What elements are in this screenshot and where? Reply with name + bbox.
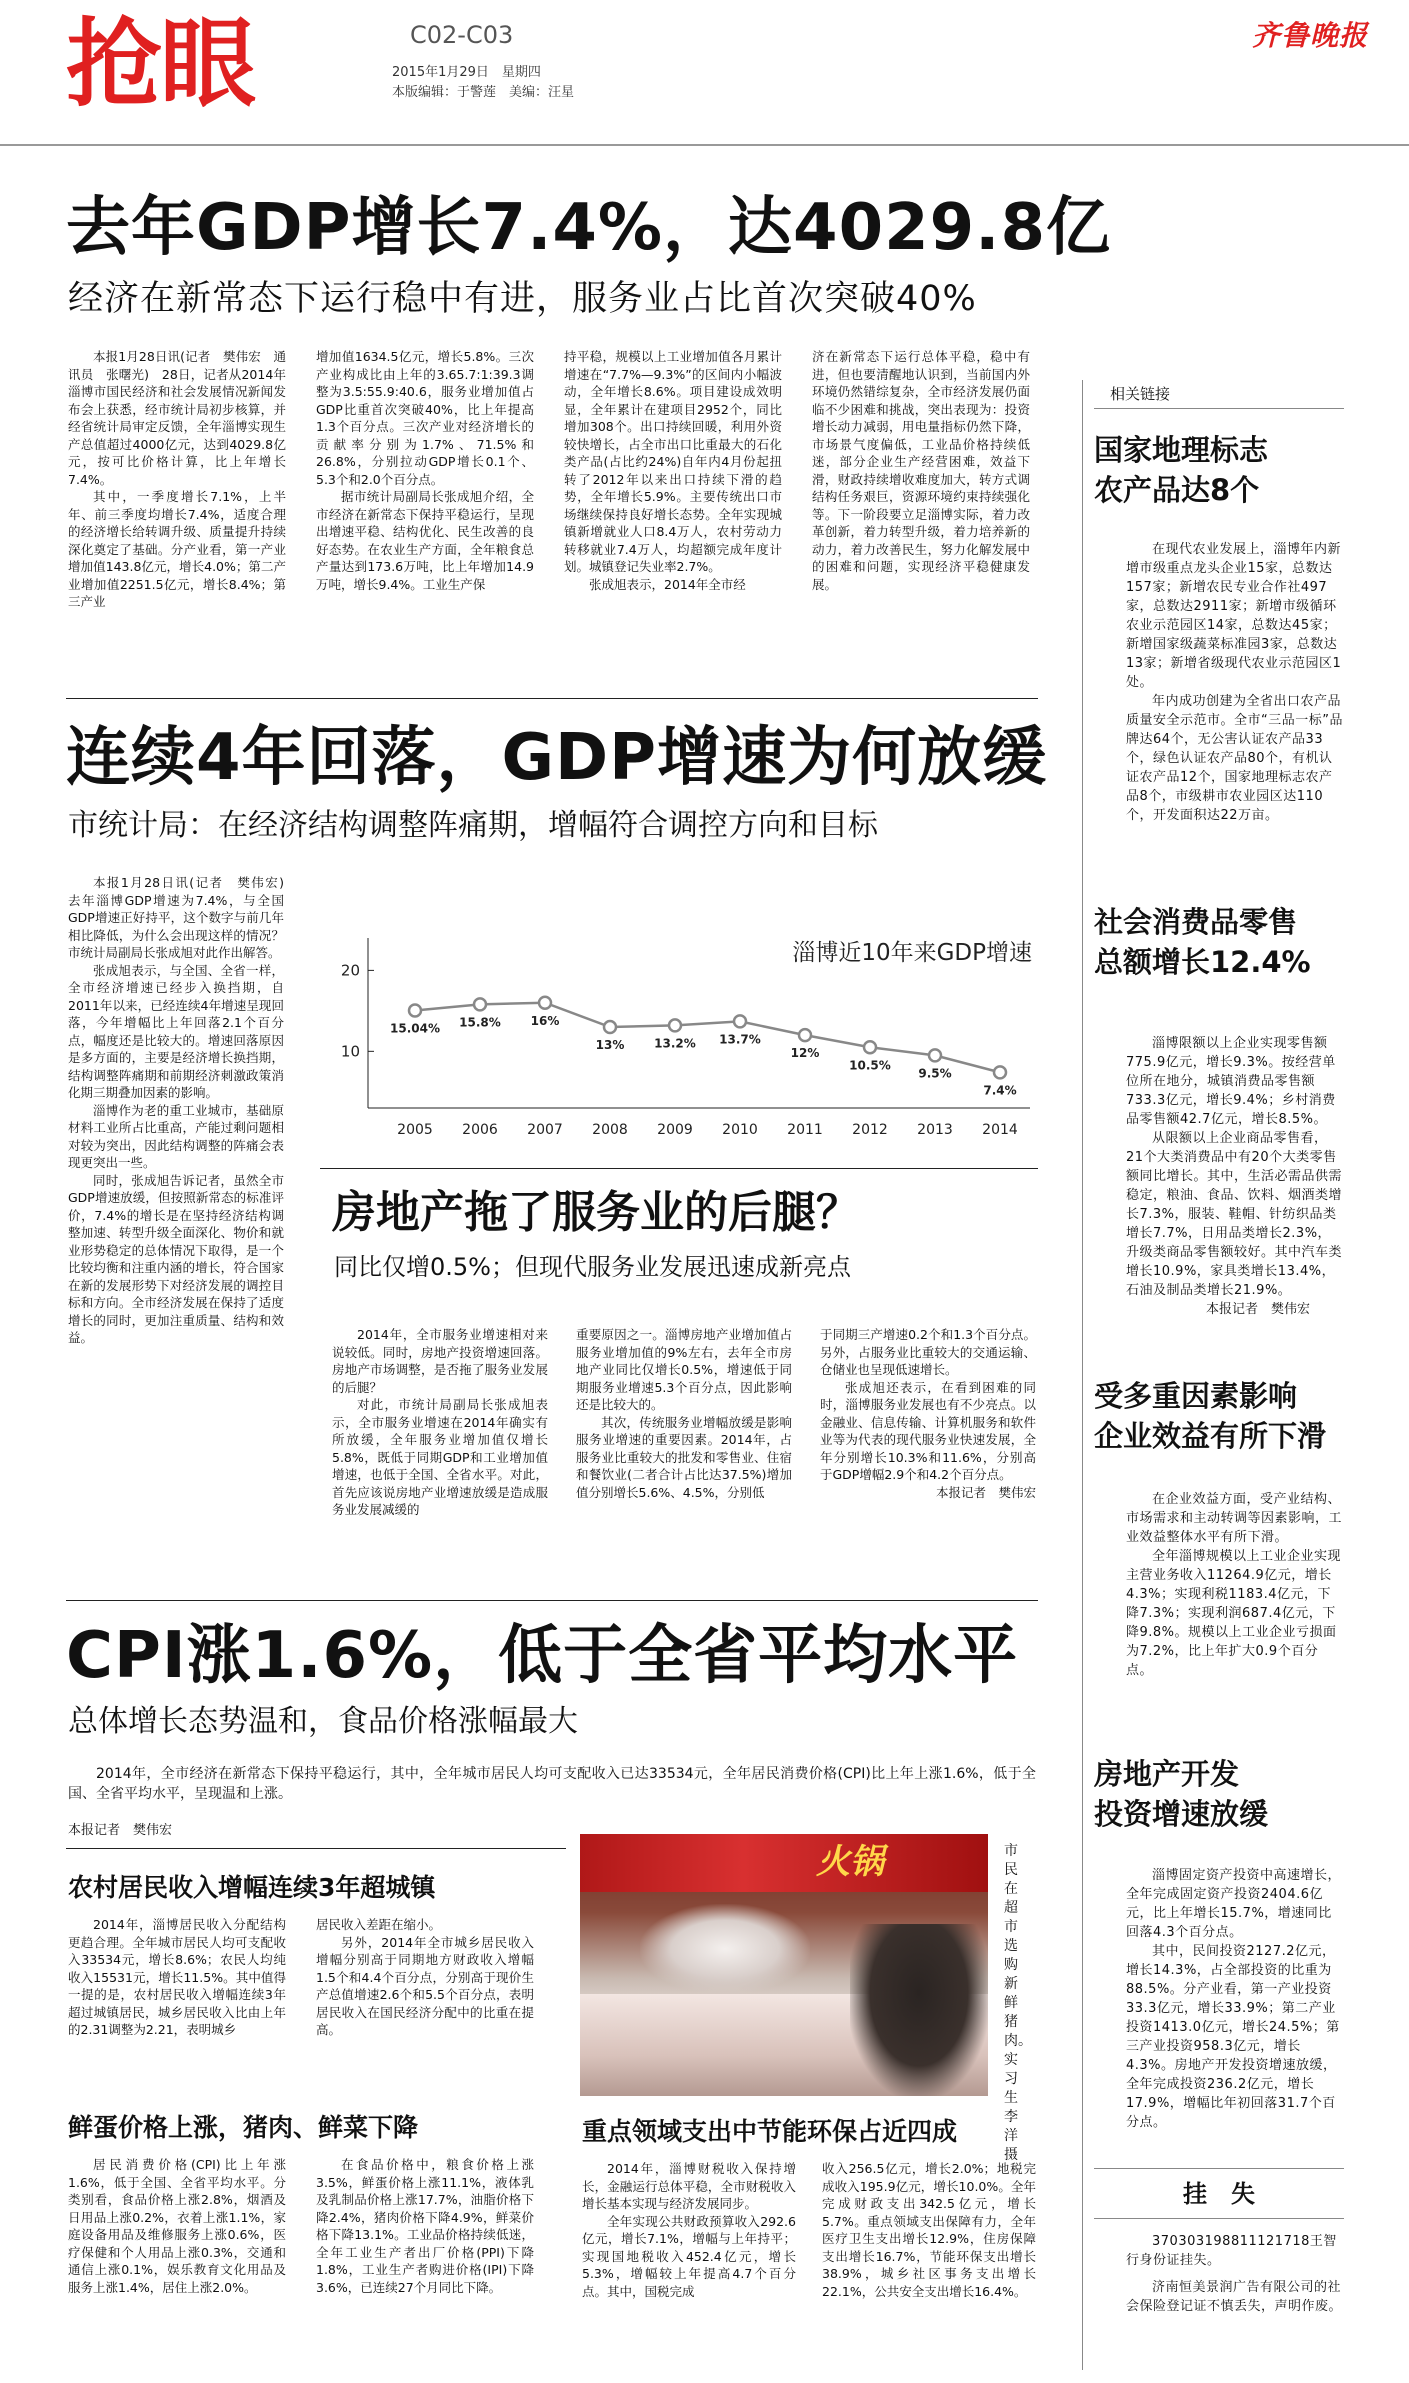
editors-line: 本版编辑：于警莲 美编：汪星 <box>392 85 575 100</box>
data-point <box>994 1066 1006 1078</box>
x-tick-label: 2008 <box>592 1122 628 1138</box>
divider <box>66 1600 1038 1601</box>
x-tick-label: 2013 <box>917 1122 953 1138</box>
paragraph: 另外，2014年全市城乡居民收入增幅分别高于同期地方财政收入增幅1.5个和4.4个百分点，分别高于现价生产总值增速2.6个和5.5个百分点，表明居民收入在国民经济分配中的比重在提高。 <box>316 1934 534 2037</box>
heading-line: 企业效益有所下滑 <box>1094 1419 1327 1453</box>
page-code: C02-C03 <box>410 21 514 49</box>
data-label: 13% <box>595 1038 625 1053</box>
paragraph: 增加值1634.5亿元，增长5.8%。三次产业构成比由上年的3.65.7:1:39.3调整为3.5:55.9:40.6，服务业增加值占GDP比重首次突破40%，比上年提高1.3个百分点。三次产业对经济增长的贡献率分别为1.7%、71.5%和26.8%，分别拉动GDP增长0.1个、5.3个和2.0个百分点。 <box>316 349 534 487</box>
paragraph: 居民消费价格(CPI)比上年涨1.6%，低于全国、全省平均水平。分类别看，食品价格上涨2.8%，烟酒及日用品上涨0.2%，衣着上涨1.1%，家庭设备用品及维修服务上涨0.6%，医疗保健和个人用品上涨0.3%，交通和通信上涨0.1%，娱乐教育文化用品及服务上涨1.4%，居住上涨2.0%。 <box>68 2157 286 2295</box>
staff-figures <box>640 1904 810 1994</box>
heading-line: 受多重因素影响 <box>1094 1379 1298 1413</box>
paragraph: 同时，张成旭告诉记者，虽然全市GDP增速放缓，但按照新常态的标准评价，7.4%的增长是在坚持经济结构调整加速、转型升级全面深化、物价和就业形势稳定的总体情况下取得，是一个比较均衡和注重内涵的增长，符合国家在新的发展形势下对经济发展的调控目标和方向。全市经济发展在保持了适度增长的同时，更加注重质量、结构和效益。 <box>68 1172 284 1345</box>
heading-line: 投资增速放缓 <box>1094 1797 1269 1831</box>
masthead-rule <box>0 144 1409 146</box>
heading-line: 社会消费品零售 <box>1094 905 1298 939</box>
paragraph: 在现代农业发展上，淄博年内新增市级重点龙头企业15家，总数达157家；新增农民专业合作社497家，总数达2911家；新增市级循环农业示范园区14家，总数达45家；新增国家级蔬菜标准园3家，总数达13家；新增省级现代农业示范园区1处。 <box>1126 542 1342 690</box>
newspaper-logo: 齐鲁晚报 <box>1252 19 1369 52</box>
sidebar-body <box>1126 1490 1344 1680</box>
section-title: 抢眼 <box>66 8 254 120</box>
notice-body <box>1126 2232 1344 2316</box>
paragraph: 对此，市统计局副局长张成旭表示，全市服务业增速在2014年确实有所放缓，全年服务业增加值仅增长5.8%，既低于同期GDP和工业增加值增速，也低于全国、全省水平。对此，首先应该说房地产业增速放缓是造成服务业发展减缓的 <box>332 1397 548 1517</box>
story4-sub2-col1 <box>68 2156 286 2296</box>
x-tick-label: 2006 <box>462 1122 498 1138</box>
paragraph: 其次，传统服务业增幅放缓是影响服务业增速的重要因素。2014年，占服务业比重较大的批发和零售业、住宿和餐饮业(二者合计占比达37.5%)增加值分别增长5.6%、4.5%，分别低 <box>576 1414 792 1500</box>
x-tick-label: 2011 <box>787 1122 823 1138</box>
story3-col1 <box>332 1326 548 1519</box>
photo-banner <box>580 1834 988 1892</box>
byline: 本报记者 樊伟宏 <box>68 1823 173 1838</box>
sidebar-body <box>1126 1034 1344 1319</box>
paragraph: 其中，民间投资2127.2亿元，增长14.3%，占全部投资的比重为88.5%。分产业看，第一产业投资33.3亿元，增长33.9%；第二产业投资1413.0亿元，增长24.5%；第三产业投资958.3亿元，增长4.3%。房地产开发投资增速放缓，全年完成投资236.2亿元，增长17.9%，增幅比年初回落31.7个百分点。 <box>1126 1944 1340 2130</box>
paragraph: 张成旭还表示，在看到困难的同时，淄博服务业发展也有不少亮点。以金融业、信息传输、计算机服务和软件业等为代表的现代服务业快速发展，全年分别增长10.3%和11.6%，分别高于GDP增幅2.9个和4.2个百分点。 <box>820 1379 1036 1482</box>
paragraph: 淄博限额以上企业实现零售额775.9亿元，增长9.3%。按经营单位所在地分，城镇消费品零售额733.3亿元，增长9.4%；乡村消费品零售额42.7亿元，增长8.5%。 <box>1126 1036 1336 1127</box>
sidebar-label <box>1094 380 1344 409</box>
story1-headline: 去年GDP增长7.4%，达4029.8亿 <box>66 191 1112 265</box>
paragraph: 张成旭表示，2014年全市经 <box>589 576 746 592</box>
paragraph: 其中，一季度增长7.1%，上半年、前三季度均增长7.4%，适度合理的经济增长给转调升级、质量提升持续深化奠定了基础。分产业看，第一产业增加值143.8亿元，增长4.0%；第二产业增加值2251.5亿元，增长8.4%；第三产业 <box>68 489 286 609</box>
data-label: 13.2% <box>654 1036 696 1051</box>
paragraph: 张成旭表示，与全国、全省一样，全市经济增速已经步入换挡期，自2011年以来，已经连续4年增速呈现回落，今年增幅比上年回落2.1个百分点，幅度还是比较大的。增速回落原因是多方面的，主要是经济增长换挡期，结构调整阵痛期和前期经济刺激政策消化期三期叠加因素的影响。 <box>68 962 284 1100</box>
divider <box>1094 2168 1344 2169</box>
data-point <box>474 998 486 1010</box>
photo-banner-text: 火锅 <box>816 1842 884 1882</box>
paragraph: 2014年，全市经济在新常态下保持平稳运行，其中，全年城市居民人均可支配收入已达33534元，全年居民消费价格(CPI)比上年上涨1.6%，低于全国、全省平均水平，呈现温和上涨。 <box>68 1766 1036 1802</box>
paragraph: 于同期三产增速0.2个和1.3个百分点。另外，占服务业比重较大的交通运输、仓储业也呈现低速增长。 <box>820 1327 1036 1377</box>
chart-title: 淄博近10年来GDP增速 <box>792 940 1032 966</box>
chart-plot <box>320 918 1040 1148</box>
x-tick-label: 2014 <box>982 1122 1018 1138</box>
byline: 本报记者 樊伟宏 <box>935 1484 1036 1500</box>
sidebar-heading <box>1094 1754 1268 1834</box>
story1-col4 <box>812 348 1030 593</box>
story1-col2 <box>316 348 534 593</box>
x-tick-label: 2012 <box>852 1122 888 1138</box>
story3-col2 <box>576 1326 792 1501</box>
x-tick-label: 2005 <box>397 1122 433 1138</box>
sidebar-body <box>1126 540 1344 825</box>
data-label: 16% <box>530 1013 560 1028</box>
story4-sub3-col2 <box>822 2160 1036 2300</box>
sidebar-border <box>1082 380 1083 2370</box>
story3-headline: 房地产拖了服务业的后腿？ <box>332 1187 860 1238</box>
story1-col3 <box>564 348 782 593</box>
shopper-figures <box>850 1924 988 2096</box>
paragraph: 全年淄博规模以上工业企业实现主营业务收入11264.9亿元，增长4.3%；实现利税1183.4亿元，下降7.3%；实现利润687.4亿元，下降9.8%。规模以上工业企业亏损面为7.2%，比上年扩大0.9个百分点。 <box>1126 1549 1342 1678</box>
notice-heading: 挂 失 <box>1183 2180 1255 2208</box>
heading-line: 房地产开发 <box>1094 1757 1240 1791</box>
data-point <box>929 1049 941 1061</box>
story4-lead <box>68 1764 1036 1804</box>
heading-line: 总额增长12.4% <box>1094 945 1311 979</box>
y-tick-label: 10 <box>340 1042 360 1061</box>
masthead <box>0 0 1409 150</box>
paragraph: 2014年，淄博财税收入保持增长，金融运行总体平稳，全市财税收入增长基本实现与经济发展同步。 <box>582 2161 796 2211</box>
divider <box>320 1168 1038 1169</box>
heading-line: 国家地理标志 <box>1094 433 1269 467</box>
issue-date: 2015年1月29日 星期四 <box>392 65 541 80</box>
story2-body <box>68 874 297 1347</box>
paragraph: 济在新常态下运行总体平稳，稳中有进，但也要清醒地认识到，当前国内外环境仍然错综复杂，全市经济发展仍面临不少困难和挑战，突出表现为：投资增长动力减弱，用电量指标仍然下降，市场景气度偏低，工业品价格持续低迷，部分企业生产经营困难，效益下滑，财政持续增收难度加大，转方式调结构任务艰巨，资源环境约束持续强化等。下一阶段要立足淄博实际，着力改革创新，着力转型升级，着力培养新的动力，着力改善民生，努力化解发展中的困难和问题，实现经济平稳健康发展。 <box>812 349 1030 592</box>
market-photo <box>580 1834 988 2096</box>
data-point <box>604 1021 616 1033</box>
story3-subhead: 同比仅增0.5%；但现代服务业发展迅速成新亮点 <box>334 1253 851 1281</box>
sidebar-heading <box>1094 902 1311 982</box>
paragraph: 2014年，淄博居民收入分配结构更趋合理。全年城市居民人均可支配收入33534元，增长8.6%；农民人均纯收入15531元，增长11.5%。其中值得一提的是，农村居民收入增幅连续3年超过城镇居民，城乡居民收入比由上年的2.31调整为2.21，表明城乡 <box>68 1917 286 2037</box>
data-label: 10.5% <box>849 1058 891 1073</box>
story4-sub1-col1 <box>68 1916 286 2039</box>
story1-subhead: 经济在新常态下运行稳中有进，服务业占比首次突破40% <box>68 279 977 319</box>
story2-subhead: 市统计局：在经济结构调整阵痛期，增幅符合调控方向和目标 <box>68 808 878 843</box>
paragraph: 全年实现公共财政预算收入292.6亿元，增长7.1%，增幅与上年持平；实现国地税收入452.4亿元，增长5.3%，增幅较上年提高4.7个百分点。其中，国税完成 <box>582 2213 796 2299</box>
series-line <box>415 1003 1000 1073</box>
paragraph: 年内成功创建为全省出口农产品质量安全示范市。全市“三品一标”品牌达64个，无公害认证农产品33个，绿色认证农产品80个，有机认证农产品12个，国家地理标志农产品8个，市级耕市农业园区达110个，开发面积达22万亩。 <box>1126 694 1343 823</box>
sidebar-label-text: 相关链接 <box>1110 385 1171 403</box>
data-point <box>409 1005 421 1017</box>
data-point <box>864 1041 876 1053</box>
paragraph: 收入256.5亿元，增长2.0%；地税完成收入195.9亿元，增长10.0%。全年完成财政支出342.5亿元，增长5.7%。重点领域支出保障有力，全年医疗卫生支出增长12.9%，住房保障支出增长16.7%，节能环保支出增长38.9%，城乡社区事务支出增长22.1%，公共安全支出增长16.4%。 <box>822 2161 1036 2299</box>
subheading: 农村居民收入增幅连续3年超城镇 <box>68 1873 436 1902</box>
photo-caption: 市民在超市选购新鲜猪肉。 实习生 李洋 摄 <box>1004 1843 1039 2163</box>
y-tick-label: 20 <box>340 961 360 980</box>
data-label: 9.5% <box>918 1066 952 1081</box>
paragraph: 重要原因之一。淄博房地产业增加值占服务业增加值的9%左右，去年全市房地产业同比仅增长0.5%，增速低于同期服务业增速5.3个百分点，因此影响还是比较大的。 <box>576 1327 792 1412</box>
gdp-chart <box>320 918 1040 1148</box>
subheading: 鲜蛋价格上涨，猪肉、鲜菜下降 <box>68 2113 419 2142</box>
notice-item: 370303198811121718王智行身份证挂失。 <box>1126 2234 1337 2268</box>
x-tick-label: 2010 <box>722 1122 758 1138</box>
heading-line: 农产品达8个 <box>1094 473 1260 507</box>
paragraph: 持平稳，规模以上工业增加值各月累计增速在“7.7%—9.3%”的区间内小幅波动，全年增长8.6%。项目建设成效明显，全年累计在建项目2952个，同比增加308个。出口持续回暖，利用外资较快增长，占全市出口比重最大的石化类产品(占比约24%)自年内4月份起扭转了2012年以来出口持续下滑的趋势，全年增长5.9%。主要传统出口市场继续保持良好增长态势。全年实现城镇新增就业人口8.4万人，农村劳动力转移就业7.4万人，均超额完成年度计划。城镇登记失业率2.7%。 <box>564 349 782 574</box>
story2-headline: 连续4年回落，GDP增速为何放缓 <box>66 721 1048 795</box>
notice-item: 济南恒美景润广告有限公司的社会保险登记证不慎丢失，声明作废。 <box>1126 2280 1343 2314</box>
data-point <box>669 1019 681 1031</box>
sidebar-body <box>1126 1866 1344 2132</box>
divider <box>1094 2218 1344 2219</box>
data-point <box>734 1015 746 1027</box>
paragraph: 在企业效益方面，受产业结构、市场需求和主动转调等因素影响，工业效益整体水平有所下滑。 <box>1126 1492 1343 1545</box>
data-label: 13.7% <box>719 1032 761 1047</box>
paragraph: 从限额以上企业商品零售看，21个大类消费品中有20个大类零售额同比增长。其中，生活必需品供需稳定，粮油、食品、饮料、烟酒类增长7.3%，服装、鞋帽、针纺织品类增长7.7%，日用品类增长2.3%，升级类商品零售额较好。其中汽车类增长10.9%，家具类增长13.4%，石油及制品类增长21.9%。 <box>1126 1131 1343 1298</box>
story1-col1 <box>68 348 286 611</box>
story4-sub2-col2 <box>316 2156 534 2296</box>
paragraph: 淄博固定资产投资中高速增长，全年完成固定资产投资2404.6亿元，比上年增长15.7%，增速同比回落4.3个百分点。 <box>1126 1868 1342 1940</box>
x-tick-label: 2009 <box>657 1122 693 1138</box>
paragraph: 淄博作为老的重工业城市，基础原材料工业所占比重高，产能过剩问题相对较为突出，因此结构调整的阵痛会表现更突出一些。 <box>68 1102 284 1170</box>
story4-sub3-col1 <box>582 2160 796 2300</box>
story3-col3 <box>820 1326 1036 1501</box>
data-label: 15.8% <box>459 1015 501 1030</box>
paragraph: 本报1月28日讯(记者 樊伟宏 通讯员 张曙光) 28日，记者从2014年淄博市国民经济和社会发展情况新闻发布会上获悉，经市统计局初步核算，并经省统计局审定反馈，全年淄博实现生产总值超过4000亿元，达到4029.8亿元，按可比价格计算，比上年增长7.4%。 <box>68 349 286 487</box>
x-tick-label: 2007 <box>527 1122 563 1138</box>
data-label: 12% <box>790 1046 820 1061</box>
sidebar-heading <box>1094 430 1268 510</box>
story4-sub1-col2 <box>316 1916 534 2039</box>
sidebar-heading <box>1094 1376 1326 1456</box>
data-point <box>799 1029 811 1041</box>
data-label: 7.4% <box>983 1083 1017 1098</box>
byline: 本报记者 樊伟宏 <box>1206 1302 1311 1317</box>
story4-headline: CPI涨1.6%，低于全省平均水平 <box>66 1619 1019 1693</box>
data-label: 15.04% <box>390 1021 440 1036</box>
divider <box>66 698 1038 699</box>
paragraph: 2014年，全市服务业增速相对来说较低。同时，房地产投资增速回落。房地产市场调整，是否拖了服务业发展的后腿？ <box>332 1327 548 1395</box>
paragraph: 在食品价格中，粮食价格上涨3.5%，鲜蛋价格上涨11.1%，液体乳及乳制品价格上涨17.7%，油脂价格下降2.4%，猪肉价格下降4.9%，鲜菜价格下降13.1%。工业品价格持续低迷，全年工业生产者出厂价格(PPI)下降1.8%，工业生产者购进价格(IPI)下降3.6%，已连续27个月同比下降。 <box>316 2157 534 2295</box>
divider <box>66 1848 566 1849</box>
paragraph: 本报1月28日讯(记者 樊伟宏) 去年淄博GDP增速为7.4%，与全国GDP增速正好持平，这个数字与前几年相比降低，为什么会出现这样的情况？市统计局副局长张成旭对此作出解答。 <box>68 875 297 960</box>
paragraph: 居民收入差距在缩小。 <box>316 1917 442 1932</box>
story4-subhead: 总体增长态势温和，食品价格涨幅最大 <box>68 1704 578 1739</box>
paragraph: 据市统计局副局长张成旭介绍，全市经济在新常态下保持平稳运行，呈现出增速平稳、结构优化、民生改善的良好态势。在农业生产方面，全年粮食总产量达到173.6万吨，比上年增加14.9万吨，增长9.4%。工业生产保 <box>316 489 534 592</box>
data-point <box>539 997 551 1009</box>
subheading: 重点领域支出中节能环保占近四成 <box>582 2117 958 2146</box>
